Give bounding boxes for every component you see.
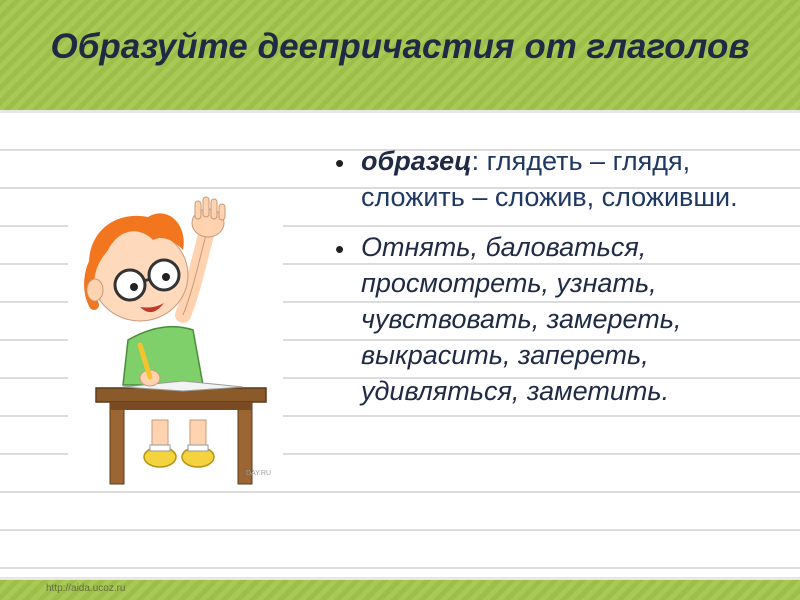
sample-paragraph xyxy=(361,143,775,215)
image-watermark: DAY.RU xyxy=(246,470,272,477)
slide-title: Образуйте деепричастия от глаголов xyxy=(50,27,750,66)
slide-content xyxy=(335,143,775,423)
task-verbs: Отнять, баловаться, просмотреть, узнать, чувствовать, замереть, выкрасить, запереть, удивляться, заметить. xyxy=(361,232,682,406)
boy-at-desk-raising-hand-icon xyxy=(68,195,283,490)
bullet-task xyxy=(335,229,775,409)
footer-url-link[interactable]: http://aida.ucoz.ru xyxy=(46,583,126,594)
bullet-icon: • xyxy=(335,234,345,264)
sample-examples: : глядеть – глядя, сложить – сложив, сложивши. xyxy=(361,146,738,212)
sample-label: образец xyxy=(361,146,472,176)
bullet-sample xyxy=(335,143,775,215)
bullet-icon: • xyxy=(335,148,345,178)
boy-at-desk-illustration xyxy=(68,195,283,490)
